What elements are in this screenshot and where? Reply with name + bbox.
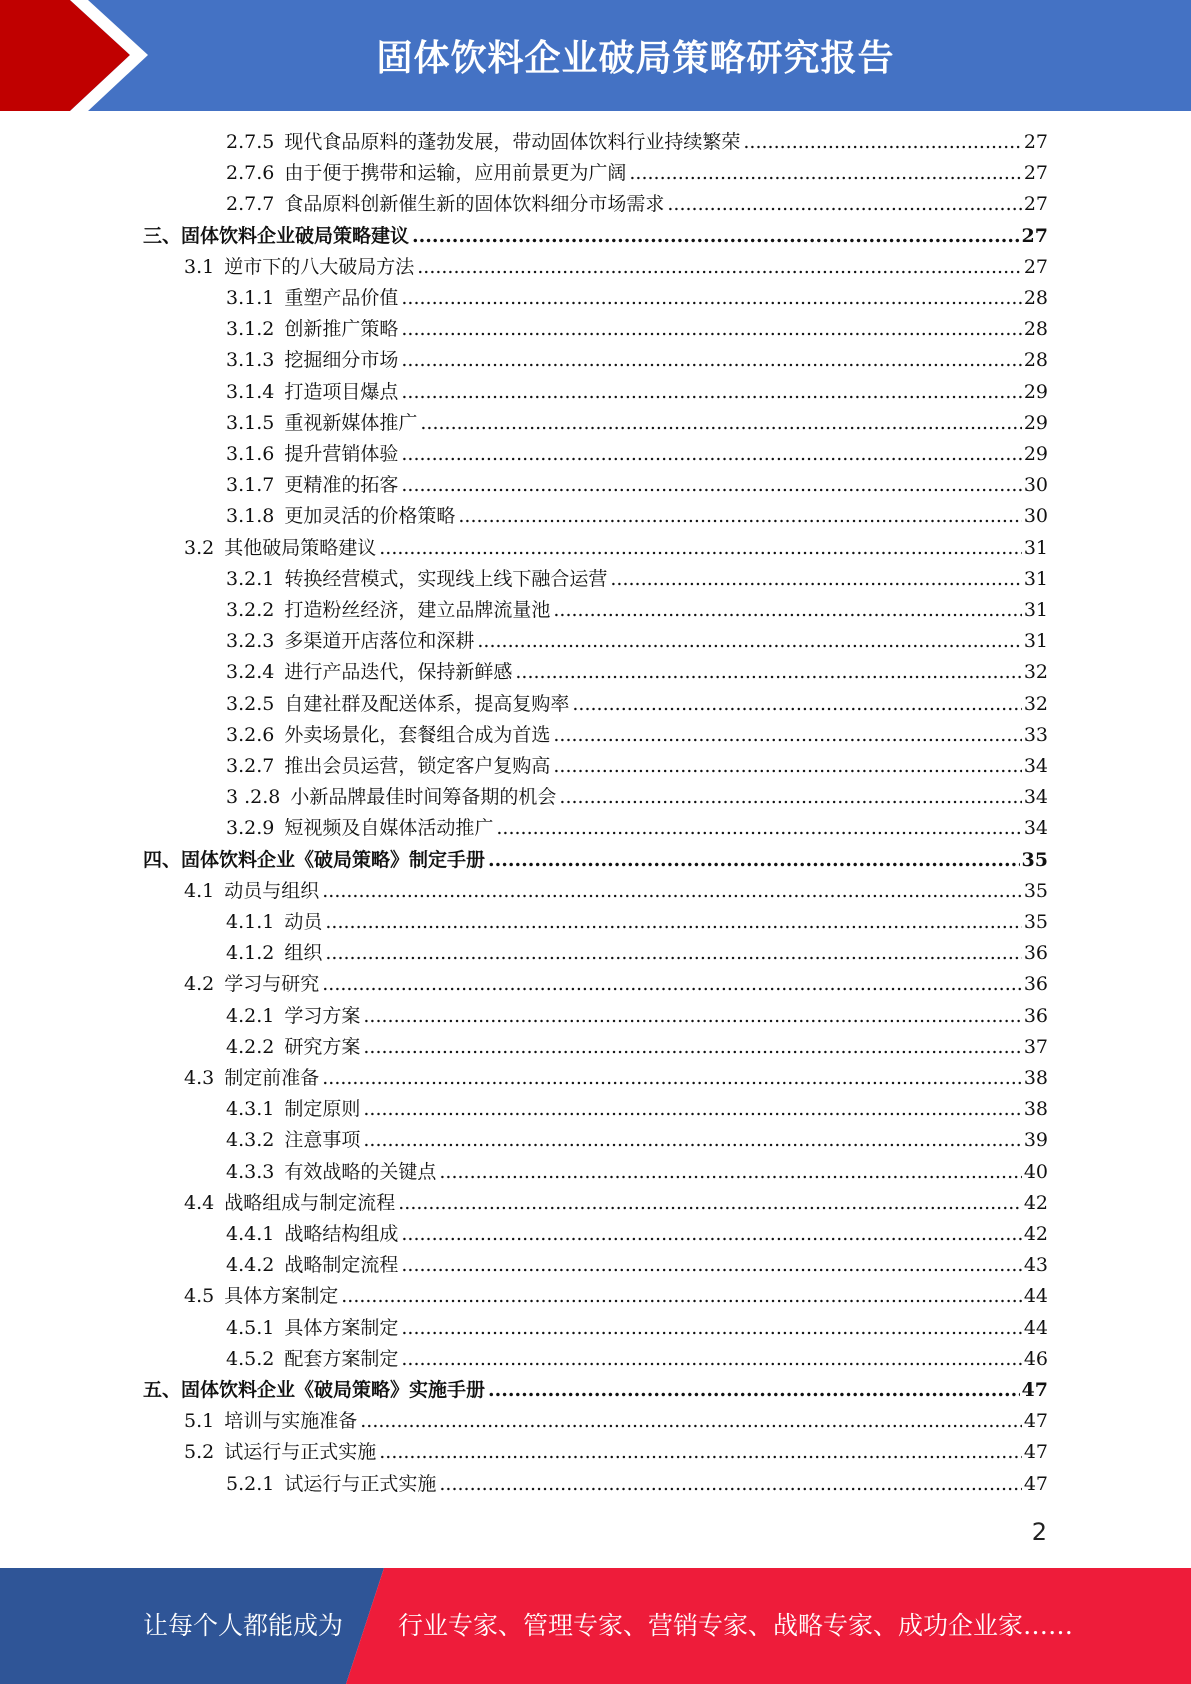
toc-dot-leader xyxy=(401,439,1021,470)
toc-entry-number: 3.2.2 xyxy=(226,599,275,621)
toc-entry-number: 3.1.2 xyxy=(226,318,275,341)
toc-entry[interactable] xyxy=(226,189,1048,220)
toc-entry-title: 试运行与正式实施 xyxy=(224,1441,377,1464)
footer-slogan-right: 行业专家、管理专家、营销专家、战略专家、成功企业家…… xyxy=(398,1611,1074,1640)
toc-entry-page: 40 xyxy=(1023,1160,1048,1183)
toc-entry-title: 现代食品原料的蓬勃发展，带动固体饮料行业持续繁荣 xyxy=(284,131,741,153)
toc-entry-number: 4.3 xyxy=(184,1067,215,1089)
toc-entry[interactable] xyxy=(226,314,1048,345)
toc-entry-number: 3.2.9 xyxy=(226,817,275,840)
toc-entry[interactable] xyxy=(226,1094,1048,1125)
toc-entry-title: 试运行与正式实施 xyxy=(284,1472,437,1495)
toc-dot-leader xyxy=(610,564,1021,595)
toc-dot-leader xyxy=(477,626,1021,657)
toc-dot-leader xyxy=(553,720,1021,751)
toc-entry-title: 小新品牌最佳时间筹备期的机会 xyxy=(290,786,557,809)
toc-dot-leader xyxy=(401,377,1021,408)
toc-entry-page: 32 xyxy=(1023,661,1048,684)
toc-dot-leader xyxy=(667,189,1021,220)
toc-entry[interactable] xyxy=(226,1032,1048,1063)
toc-entry-title: 食品原料创新催生新的固体饮料细分市场需求 xyxy=(284,193,665,216)
toc-dot-leader xyxy=(420,408,1021,439)
toc-entry-title: 固体饮料企业破局策略建议 xyxy=(181,224,410,247)
toc-entry-title: 转换经营模式，实现线上线下融合运营 xyxy=(284,567,608,590)
toc-dot-leader xyxy=(401,314,1021,345)
footer-slogan-left: 让每个人都能成为 xyxy=(143,1611,344,1640)
toc-entry[interactable] xyxy=(143,845,1048,876)
toc-dot-leader xyxy=(488,845,1020,876)
toc-entry-number: 3.2.4 xyxy=(226,661,275,684)
toc-entry-title: 更精准的拓客 xyxy=(284,474,399,497)
page-header xyxy=(0,0,1191,111)
toc-entry-title: 动员 xyxy=(284,911,323,933)
toc-entry-title: 固体饮料企业《破局策略》实施手册 xyxy=(181,1379,486,1401)
toc-dot-leader xyxy=(458,501,1021,532)
toc-entry-number: 3.1.7 xyxy=(226,474,275,497)
toc-entry-page: 43 xyxy=(1023,1254,1048,1277)
toc-dot-leader xyxy=(488,1375,1020,1406)
page-number: 2 xyxy=(1031,1518,1047,1546)
toc-entry-title: 逆市下的八大破局方法 xyxy=(224,255,415,278)
toc-entry-number: 4.3.3 xyxy=(226,1160,275,1183)
toc-entry-number: 4.5 xyxy=(184,1285,215,1308)
toc-entry-number: 4.1.1 xyxy=(226,911,275,933)
toc-entry-page: 39 xyxy=(1023,1129,1048,1152)
toc-entry-number: 3.2 xyxy=(184,536,215,559)
toc-entry-page: 35 xyxy=(1023,911,1048,933)
toc-entry-title: 打造粉丝经济，建立品牌流量池 xyxy=(284,599,551,621)
toc-entry[interactable] xyxy=(226,595,1048,626)
toc-dot-leader xyxy=(363,1125,1021,1156)
toc-entry-number: 4.1 xyxy=(184,879,215,902)
toc-entry[interactable] xyxy=(226,813,1048,844)
toc-dot-leader xyxy=(363,1094,1021,1125)
toc-entry-number: 4.2.1 xyxy=(226,1004,275,1027)
toc-entry[interactable] xyxy=(226,564,1048,595)
toc-entry[interactable] xyxy=(184,876,1048,907)
toc-entry-number: 3.2.1 xyxy=(226,567,275,590)
toc-entry[interactable] xyxy=(226,720,1048,751)
toc-entry-page: 27 xyxy=(1021,224,1048,247)
toc-dot-leader xyxy=(325,907,1021,938)
toc-dot-leader xyxy=(322,969,1022,1000)
toc-entry[interactable] xyxy=(184,1063,1048,1094)
toc-entry-title: 推出会员运营，锁定客户复购高 xyxy=(284,755,551,777)
toc-entry-page: 31 xyxy=(1023,536,1048,559)
toc-entry-page: 46 xyxy=(1023,1347,1048,1370)
toc-dot-leader xyxy=(743,127,1021,158)
toc-entry[interactable] xyxy=(226,377,1048,408)
toc-entry[interactable] xyxy=(226,907,1048,938)
toc-entry[interactable] xyxy=(184,533,1048,564)
toc-entry[interactable] xyxy=(184,969,1048,1000)
toc-entry-page: 31 xyxy=(1023,599,1048,621)
toc-entry-title: 更加灵活的价格策略 xyxy=(284,505,456,528)
toc-entry[interactable] xyxy=(226,501,1048,532)
toc-dot-leader xyxy=(401,1250,1021,1281)
toc-entry[interactable] xyxy=(226,470,1048,501)
toc-entry-number: 4.3.1 xyxy=(226,1098,275,1121)
toc-entry-title: 培训与实施准备 xyxy=(224,1410,358,1433)
toc-entry-number: 3 .2.8 xyxy=(226,786,281,809)
toc-entry-title: 配套方案制定 xyxy=(284,1347,399,1370)
toc-entry-title: 战略制定流程 xyxy=(284,1254,399,1277)
toc-dot-leader xyxy=(379,533,1022,564)
toc-dot-leader xyxy=(360,1406,1022,1437)
toc-entry-number: 2.7.5 xyxy=(226,131,275,153)
toc-entry[interactable] xyxy=(226,1344,1048,1375)
toc-entry-title: 提升营销体验 xyxy=(284,443,399,465)
toc-dot-leader xyxy=(439,1157,1021,1188)
toc-dot-leader xyxy=(412,221,1020,252)
toc-entry-title: 其他破局策略建议 xyxy=(224,536,377,559)
toc-entry[interactable] xyxy=(226,283,1048,314)
toc-entry-title: 重视新媒体推广 xyxy=(284,411,418,434)
toc-entry-number: 三、 xyxy=(143,224,182,247)
toc-entry-page: 38 xyxy=(1023,1067,1048,1089)
toc-dot-leader xyxy=(325,938,1021,969)
toc-entry-number: 3.2.3 xyxy=(226,630,275,653)
toc-entry-number: 3.1.6 xyxy=(226,443,275,465)
toc-entry-page: 36 xyxy=(1023,973,1048,996)
toc-entry-page: 35 xyxy=(1021,848,1048,871)
toc-entry-number: 3.1.8 xyxy=(226,505,275,528)
toc-entry-page: 44 xyxy=(1023,1316,1048,1339)
toc-entry-page: 29 xyxy=(1023,411,1048,434)
toc-entry[interactable] xyxy=(184,1437,1048,1468)
toc-entry-number: 2.7.6 xyxy=(226,162,275,185)
toc-entry[interactable] xyxy=(184,1188,1048,1219)
toc-entry-page: 42 xyxy=(1023,1191,1048,1214)
toc-entry-number: 3.1.1 xyxy=(226,287,275,309)
toc-entry[interactable] xyxy=(226,127,1048,158)
toc-entry-page: 47 xyxy=(1021,1379,1048,1401)
toc-entry-title: 有效战略的关键点 xyxy=(284,1160,437,1183)
toc-entry-title: 战略结构组成 xyxy=(284,1223,399,1245)
toc-dot-leader xyxy=(341,1281,1022,1312)
toc-entry-page: 30 xyxy=(1023,474,1048,497)
toc-entry-page: 35 xyxy=(1023,879,1048,902)
toc-dot-leader xyxy=(553,595,1021,626)
toc-entry-title: 研究方案 xyxy=(284,1035,361,1058)
toc-entry-page: 34 xyxy=(1023,755,1048,777)
toc-entry[interactable] xyxy=(226,938,1048,969)
toc-entry-title: 注意事项 xyxy=(284,1129,361,1152)
toc-entry[interactable] xyxy=(184,252,1048,283)
toc-entry-title: 打造项目爆点 xyxy=(284,380,399,403)
document-title: 固体饮料企业破局策略研究报告 xyxy=(376,38,895,79)
toc-entry-page: 36 xyxy=(1023,942,1048,965)
toc-dot-leader xyxy=(363,1032,1021,1063)
toc-entry[interactable] xyxy=(226,782,1048,813)
toc-entry-title: 挖掘细分市场 xyxy=(284,349,399,372)
toc-entry-title: 具体方案制定 xyxy=(284,1316,399,1339)
toc-entry-page: 33 xyxy=(1023,723,1048,746)
toc-dot-leader xyxy=(401,1313,1021,1344)
toc-entry[interactable] xyxy=(226,1219,1048,1250)
toc-dot-leader xyxy=(572,689,1021,720)
toc-entry-number: 4.5.1 xyxy=(226,1316,275,1339)
toc-entry[interactable] xyxy=(226,1125,1048,1156)
toc-dot-leader xyxy=(322,1063,1022,1094)
toc-entry-title: 由于便于携带和运输，应用前景更为广阔 xyxy=(284,162,627,185)
toc-entry-title: 自建社群及配送体系，提高复购率 xyxy=(284,692,570,715)
toc-entry-number: 3.1.5 xyxy=(226,411,275,434)
toc-dot-leader xyxy=(401,1219,1021,1250)
toc-entry-title: 创新推广策略 xyxy=(284,318,399,341)
toc-entry-page: 31 xyxy=(1023,630,1048,653)
toc-entry-page: 47 xyxy=(1023,1472,1048,1495)
toc-dot-leader xyxy=(553,751,1021,782)
page-footer xyxy=(0,1568,1191,1684)
toc-entry-number: 3.2.7 xyxy=(226,755,275,777)
toc-entry-number: 5.2.1 xyxy=(226,1472,275,1495)
toc-entry[interactable] xyxy=(226,657,1048,688)
toc-dot-leader xyxy=(401,345,1021,376)
toc-entry-page: 38 xyxy=(1023,1098,1048,1121)
toc-entry-page: 27 xyxy=(1023,131,1048,153)
toc-dot-leader xyxy=(398,1188,1022,1219)
toc-entry[interactable] xyxy=(226,408,1048,439)
toc-entry-title: 外卖场景化，套餐组合成为首选 xyxy=(284,723,551,746)
toc-entry[interactable] xyxy=(226,689,1048,720)
toc-entry-title: 制定前准备 xyxy=(224,1067,320,1089)
toc-entry-page: 27 xyxy=(1023,162,1048,185)
toc-entry-page: 36 xyxy=(1023,1004,1048,1027)
toc-entry-number: 3.2.5 xyxy=(226,692,275,715)
toc-entry-number: 4.4.2 xyxy=(226,1254,275,1277)
toc-entry-number: 3.2.6 xyxy=(226,723,275,746)
toc-entry-number: 3.1 xyxy=(184,255,215,278)
toc-entry-page: 37 xyxy=(1023,1035,1048,1058)
toc-entry-number: 2.7.7 xyxy=(226,193,275,216)
toc-entry-title: 具体方案制定 xyxy=(224,1285,339,1308)
toc-entry-page: 31 xyxy=(1023,567,1048,590)
toc-entry-number: 四、 xyxy=(143,848,182,871)
toc-entry[interactable] xyxy=(226,158,1048,189)
toc-dot-leader xyxy=(401,283,1021,314)
toc-entry-title: 固体饮料企业《破局策略》制定手册 xyxy=(181,848,486,871)
toc-entry-number: 五、 xyxy=(143,1379,182,1401)
toc-entry-page: 47 xyxy=(1023,1441,1048,1464)
toc-entry-title: 重塑产品价值 xyxy=(284,287,399,309)
toc-entry[interactable] xyxy=(226,1313,1048,1344)
toc-entry[interactable] xyxy=(226,751,1048,782)
toc-dot-leader xyxy=(439,1469,1021,1500)
toc-entry[interactable] xyxy=(226,439,1048,470)
toc-entry-title: 短视频及自媒体活动推广 xyxy=(284,817,494,840)
toc-dot-leader xyxy=(559,782,1021,813)
toc-entry-title: 进行产品迭代，保持新鲜感 xyxy=(284,661,513,684)
toc-entry[interactable] xyxy=(226,1469,1048,1500)
toc-dot-leader xyxy=(629,158,1021,189)
toc-dot-leader xyxy=(515,657,1021,688)
toc-entry-number: 4.4 xyxy=(184,1191,215,1214)
toc-entry-number: 5.1 xyxy=(184,1410,215,1433)
toc-entry-page: 30 xyxy=(1023,505,1048,528)
toc-entry-number: 3.1.3 xyxy=(226,349,275,372)
toc-dot-leader xyxy=(496,813,1021,844)
toc-entry[interactable] xyxy=(226,1250,1048,1281)
toc-entry[interactable] xyxy=(184,1406,1048,1437)
toc-dot-leader xyxy=(417,252,1022,283)
toc-dot-leader xyxy=(322,876,1022,907)
toc-entry-page: 27 xyxy=(1023,193,1048,216)
toc-entry-number: 4.4.1 xyxy=(226,1223,275,1245)
toc-entry-page: 28 xyxy=(1023,349,1048,372)
toc-entry-number: 4.3.2 xyxy=(226,1129,275,1152)
toc-dot-leader xyxy=(401,470,1021,501)
toc-entry[interactable] xyxy=(184,1281,1048,1312)
toc-entry[interactable] xyxy=(226,1001,1048,1032)
toc-entry-page: 27 xyxy=(1023,255,1048,278)
toc-entry-page: 34 xyxy=(1023,786,1048,809)
toc-entry[interactable] xyxy=(226,1157,1048,1188)
toc-entry-page: 47 xyxy=(1023,1410,1048,1433)
toc-entry-title: 多渠道开店落位和深耕 xyxy=(284,630,475,653)
toc-entry[interactable] xyxy=(143,221,1048,252)
toc-entry-title: 战略组成与制定流程 xyxy=(224,1191,396,1214)
toc-entry-number: 3.1.4 xyxy=(226,380,275,403)
toc-entry-title: 动员与组织 xyxy=(224,879,320,902)
toc-entry-page: 44 xyxy=(1023,1285,1048,1308)
toc-entry[interactable] xyxy=(226,626,1048,657)
toc-entry[interactable] xyxy=(226,345,1048,376)
toc-entry-page: 28 xyxy=(1023,287,1048,309)
toc-entry-page: 28 xyxy=(1023,318,1048,341)
toc-entry-page: 34 xyxy=(1023,817,1048,840)
toc-entry-page: 32 xyxy=(1023,692,1048,715)
toc-entry-title: 组织 xyxy=(284,942,323,965)
toc-dot-leader xyxy=(363,1001,1021,1032)
toc-entry-number: 4.2.2 xyxy=(226,1035,275,1058)
toc-dot-leader xyxy=(379,1437,1022,1468)
toc-entry-number: 5.2 xyxy=(184,1441,215,1464)
toc-entry-title: 制定原则 xyxy=(284,1098,361,1121)
toc-entry-page: 42 xyxy=(1023,1223,1048,1245)
toc-entry-number: 4.1.2 xyxy=(226,942,275,965)
toc-entry-number: 4.5.2 xyxy=(226,1347,275,1370)
toc-entry-number: 4.2 xyxy=(184,973,215,996)
toc-dot-leader xyxy=(401,1344,1021,1375)
toc-entry-page: 29 xyxy=(1023,443,1048,465)
toc-entry-page: 29 xyxy=(1023,380,1048,403)
toc-entry-title: 学习方案 xyxy=(284,1004,361,1027)
toc-entry[interactable] xyxy=(143,1375,1048,1406)
toc-entry-title: 学习与研究 xyxy=(224,973,320,996)
